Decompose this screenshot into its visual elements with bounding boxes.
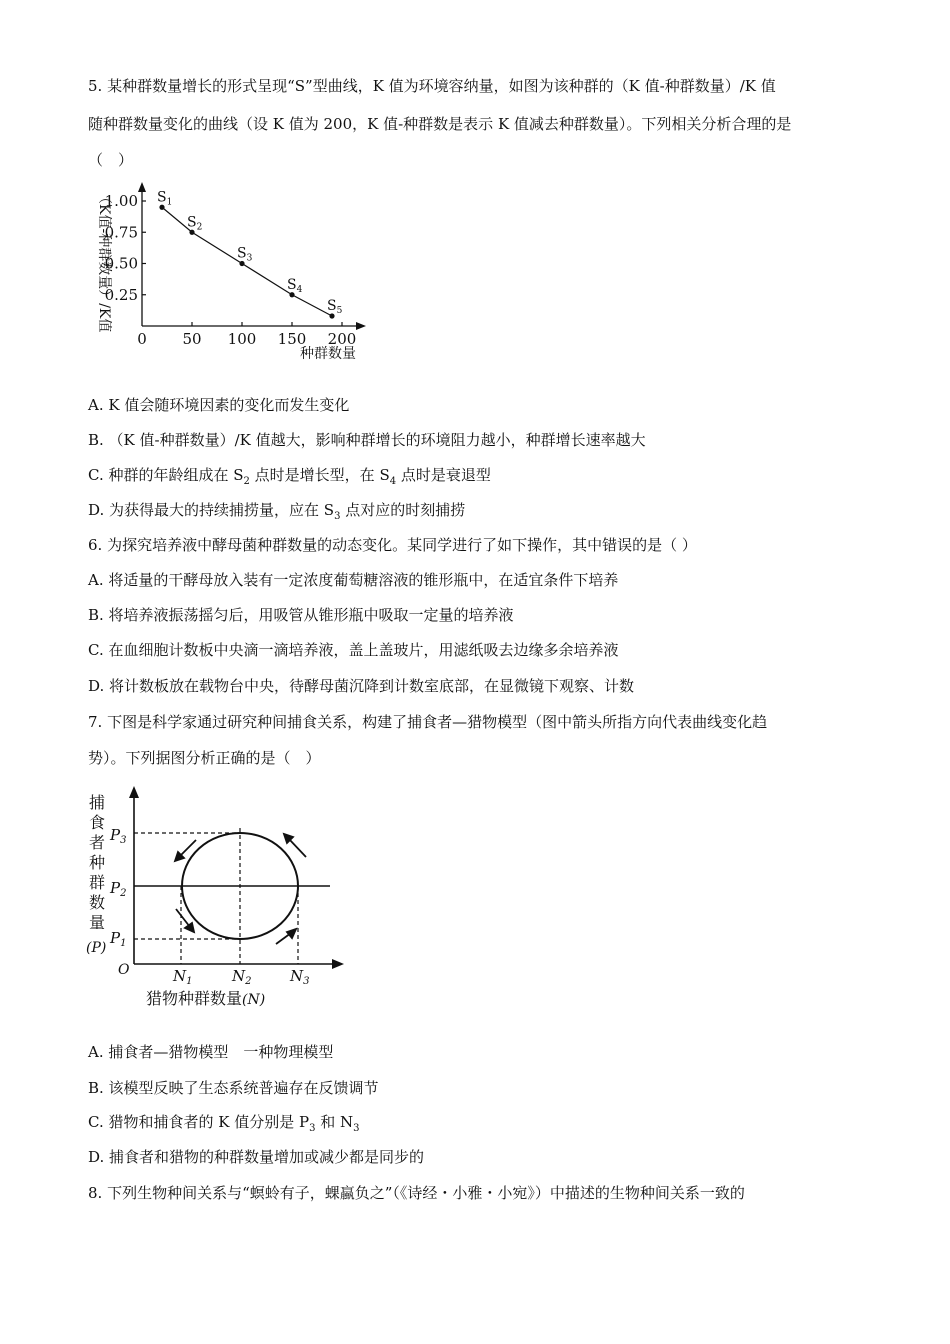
x-tick-n3: $N_3$ (290, 967, 310, 987)
q5-d-sub: 3 (334, 511, 341, 522)
point-s1 (159, 205, 164, 210)
trend-arrow-top-left (175, 840, 196, 861)
q7-c-sub2: 3 (353, 1123, 360, 1134)
x-tick-label: 150 (277, 330, 307, 348)
q5-c-text2: 点时是增长型，在 S (249, 466, 390, 484)
q7-option-d[interactable]: D. 捕食者和猎物的种群数量增加或减少都是同步的 (88, 1148, 425, 1166)
x-tick-label: 50 (182, 330, 202, 348)
q5-c-text3: 点时是衰退型 (396, 466, 491, 484)
trend-arrow-top-right (284, 834, 306, 857)
q7-c-sub1: 3 (309, 1123, 316, 1134)
q5-chart (80, 178, 380, 368)
x-tick-label: 0 (137, 330, 147, 348)
y-tick-p1: $P_1$ (110, 929, 127, 949)
y-axis-title-char: 群 (89, 873, 106, 892)
q5-c-sub1: 2 (243, 476, 250, 487)
q5-option-b[interactable]: B. （K 值-种群数量）/K 值越大，影响种群增长的环境阻力越小，种群增长速率越大 (88, 431, 646, 449)
y-axis-arrow (129, 786, 139, 798)
x-axis-title-text: 猎物种群数量 (146, 989, 243, 1008)
q7-option-b[interactable]: B. 该模型反映了生态系统普遍存在反馈调节 (88, 1079, 379, 1097)
q5-d-text2: 点对应的时刻捕捞 (340, 501, 466, 519)
x-tick-n2: $N_2$ (232, 967, 252, 987)
point-label-s1: $S_1$ (157, 189, 173, 208)
q6-option-b[interactable]: B. 将培养液振荡摇匀后，用吸管从锥形瓶中吸取一定量的培养液 (88, 606, 514, 624)
q7-stem-line1: 7. 下图是科学家通过研究种间捕食关系，构建了捕食者—猎物模型（图中箭头所指方向代表曲线变化趋 (88, 713, 768, 731)
q6-option-c[interactable]: C. 在血细胞计数板中央滴一滴培养液，盖上盖玻片，用滤纸吸去边缘多余培养液 (88, 641, 619, 659)
y-axis-p-label: (P) (86, 940, 107, 956)
q8-stem: 8. 下列生物种间关系与“螟蛉有子，蜾蠃负之”（《诗经・小雅・小宛》）中描述的生物种间关系一致的 (88, 1184, 745, 1202)
y-axis-title-char: 者 (89, 833, 106, 852)
q7-option-a[interactable]: A. 捕食者—猎物模型 一种物理模型 (88, 1043, 334, 1061)
point-s3 (239, 261, 244, 266)
q7-c-text1: C. 猎物和捕食者的 K 值分别是 P (88, 1113, 310, 1131)
y-tick-label: 0.25 (104, 285, 138, 304)
q5-option-a[interactable]: A. K 值会随环境因素的变化而发生变化 (88, 396, 350, 414)
y-axis-title-char: 数 (89, 893, 106, 912)
x-axis-title (146, 989, 265, 1008)
y-tick-label: 1.00 (104, 192, 138, 210)
q6-option-d[interactable]: D. 将计数板放在载物台中央，待酵母菌沉降到计数室底部，在显微镜下观察、计数 (88, 677, 635, 695)
point-label-s2: $S_2$ (187, 214, 203, 233)
y-axis-title-char: 种 (89, 853, 106, 872)
y-tick-label: 0.50 (104, 254, 138, 273)
point-label-s4: $S_4$ (287, 276, 303, 295)
point-s4 (289, 292, 294, 297)
q5-stem-line1: 5. 某种群数量增长的形式呈现“S”型曲线，K 值为环境容纳量，如图为该种群的（K 值-种群数量）/K 值 (88, 77, 776, 95)
q6-stem: 6. 为探究培养液中酵母菌种群数量的动态变化。某同学进行了如下操作，其中错误的是（ ） (88, 536, 697, 554)
trend-arrow-bottom-right (276, 929, 296, 944)
point-label-s5: $S_5$ (327, 298, 343, 316)
q7-stem-line2: 势）。下列据图分析正确的是（ ） (88, 749, 321, 767)
q5-option-c[interactable] (88, 465, 491, 492)
q5-stem-line2: 随种群数量变化的曲线（设 K 值为 200，K 值-种群数是表示 K 值减去种群数量）。下列相关分析合理的是 (88, 115, 792, 133)
y-axis-arrow (138, 182, 146, 192)
trend-arrow-bottom-left (176, 909, 194, 932)
x-axis-arrow (356, 322, 366, 330)
x-axis-arrow (332, 959, 344, 969)
q5-c-sub2: 4 (389, 476, 397, 487)
y-tick-p3: $P_3$ (110, 826, 127, 846)
y-axis-title-char: 食 (89, 813, 106, 832)
point-label-s3: $S_3$ (237, 245, 253, 264)
q7-option-c[interactable] (88, 1112, 360, 1139)
q7-c-text2: 和 N (315, 1113, 354, 1131)
q5-d-text1: D. 为获得最大的持续捕捞量，应在 S (88, 501, 335, 519)
y-tick-p2: $P_2$ (110, 879, 127, 899)
q6-option-a[interactable]: A. 将适量的干酵母放入装有一定浓度葡萄糖溶液的锥形瓶中，在适宜条件下培养 (88, 571, 619, 589)
point-s2 (189, 230, 194, 235)
q5-option-d[interactable] (88, 500, 465, 527)
point-s5 (329, 313, 334, 318)
y-axis-title-char: 捕 (89, 793, 106, 812)
x-axis-title-n: (N) (242, 992, 266, 1008)
q7-diagram (84, 782, 354, 1014)
y-tick-label: 0.75 (104, 223, 138, 242)
x-tick-n1: $N_1$ (173, 967, 193, 987)
origin-label: O (118, 962, 130, 978)
q5-stem-line3: （ ） (88, 151, 134, 169)
x-axis-title: 种群数量 (300, 346, 356, 362)
q5-c-text1: C. 种群的年龄组成在 S (88, 466, 244, 484)
x-tick-label: 200 (327, 330, 357, 348)
y-axis-title-char: 量 (89, 913, 106, 932)
y-axis-title: （K值-种群数量）/K值 (96, 190, 112, 333)
x-tick-label: 100 (227, 330, 257, 348)
